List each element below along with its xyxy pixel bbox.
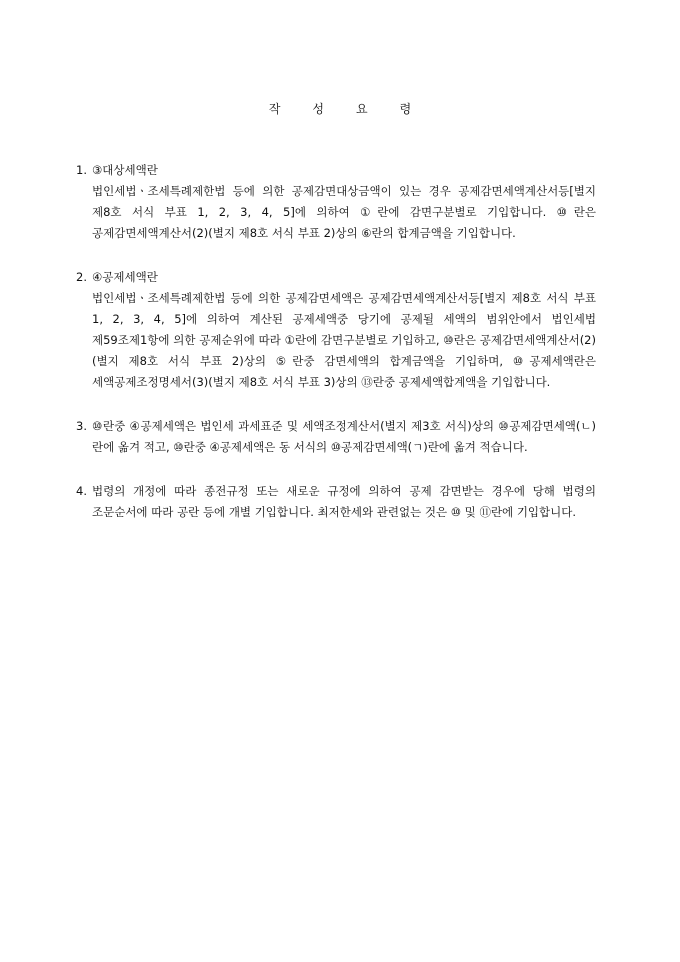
title-char: 요 <box>356 102 368 116</box>
item-number: 1. <box>76 163 87 177</box>
instruction-item-4 <box>76 481 596 523</box>
item-body: 법령의 개정에 따라 종전규정 또는 새로운 규정에 의하여 공제 감면받는 경우에 당해 법령의 조문순서에 따라 공란 등에 개별 기입합니다. 최저한세와 관련없는 것은 ⑩ 및 ⑪란에 기입합니다. <box>92 484 596 519</box>
title-char: 령 <box>399 102 412 116</box>
item-number: 4. <box>76 484 87 498</box>
title-char: 성 <box>312 102 324 116</box>
item-body: ⑩란중 ④공제세액은 법인세 과세표준 및 세액조정계산서(별지 제3호 서식)상의 ⑩공제감면세액(ㄴ)란에 옮겨 적고, ⑩란중 ④공제세액은 동 서식의 ⑩공제감면세액(ㄱ)란에 옮겨 적습니다. <box>92 419 596 454</box>
instruction-item-1 <box>76 160 596 244</box>
page-title <box>0 100 680 117</box>
item-heading: ④공제세액란 <box>92 270 158 284</box>
item-number: 3. <box>76 419 87 433</box>
instruction-item-2 <box>76 267 596 393</box>
item-number: 2. <box>76 270 87 284</box>
item-body: 법인세법ㆍ조세특례제한법 등에 의한 공제감면세액은 공제감면세액계산서등[별지 제8호 서식 부표 1, 2, 3, 4, 5]에 의하여 계산된 공제세액중 당기에 공제될 세액의 범위안에서 법인세법 제59조제1항에 의한 공제순위에 따라 ①란에 감면구분별로 기입하고, ⑩란은 공제감면세액계산서(2)(별지 제8호 서식 부표 2)상의 ⑤란중 감면세액의 합계금액을 기입하며, ⑩공제세액란은 세액공제조정명세서(3)(별지 제8호 서식 부표 3)상의 ⑬란중 공제세액합계액을 기입합니다. <box>92 291 596 389</box>
instruction-item-3 <box>76 416 596 458</box>
item-heading: ③대상세액란 <box>92 163 158 177</box>
instruction-list <box>76 160 596 546</box>
item-body: 법인세법ㆍ조세특례제한법 등에 의한 공제감면대상금액이 있는 경우 공제감면세액계산서등[별지 제8호 서식 부표 1, 2, 3, 4, 5]에 의하여 ①란에 감면구분별로 기입합니다. ⑩란은 공제감면세액계산서(2)(별지 제8호 서식 부표 2)상의 ⑥란의 합계금액을 기입합니다. <box>92 184 596 240</box>
title-char: 작 <box>268 102 281 116</box>
